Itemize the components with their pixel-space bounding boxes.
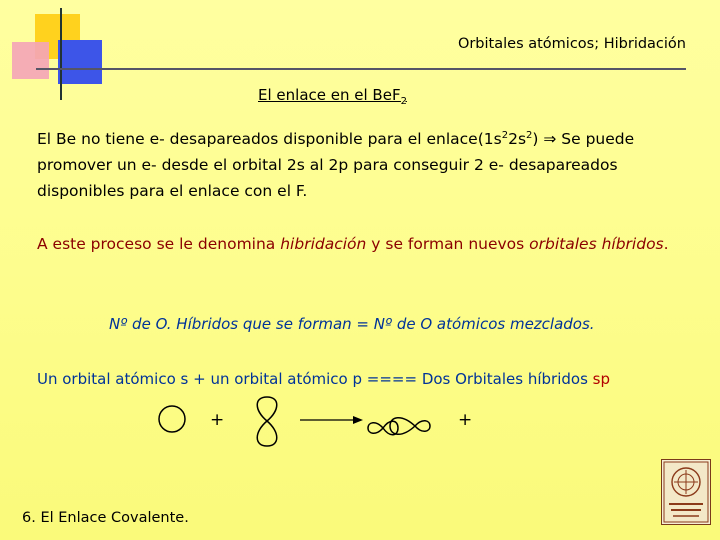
p2-part-e: .: [663, 235, 669, 253]
p2-part-c: y se forman nuevos: [366, 235, 530, 253]
university-logo-icon: [661, 459, 711, 525]
orbital-diagram: [150, 396, 490, 452]
p2-hibridacion: hibridación: [280, 235, 367, 253]
footer-chapter: 6. El Enlace Covalente.: [22, 510, 189, 526]
orbital-equation: [37, 370, 610, 388]
equation-text: Un orbital atómico s + un orbital atómico p ==== Dos Orbitales híbridos: [37, 370, 593, 388]
decor-pink-square: [12, 42, 49, 79]
subtitle-subscript: 2: [400, 96, 407, 107]
p1-part-a: El Be no tiene e- desapareados disponible para el enlace(1s: [37, 130, 502, 149]
hybrid-count-formula: Nº de O. Híbridos que se forman = Nº de O atómicos mezclados.: [109, 315, 595, 333]
sp-hybrid-orbital-icon-2: [350, 414, 400, 444]
p1-part-c: ) ⇒ Se puede promover un e- desde el orbital 2s al 2p para conseguir 2 e- desapareados disponibles para el enlace con el F.: [37, 130, 635, 201]
slide-title: Orbitales atómicos; Hibridación: [457, 36, 686, 52]
p2-orbitales-hibridos: orbitales híbridos: [529, 235, 664, 253]
p1-part-b: 2s: [508, 130, 527, 149]
equation-sp: sp: [592, 370, 610, 388]
p2-part-a: A este proceso se le denomina: [37, 235, 281, 253]
title-underline: [36, 68, 686, 70]
paragraph-hybridization: [37, 231, 677, 257]
plus-sign-2: +: [458, 410, 473, 430]
subtitle-text: El enlace en el BeF: [258, 86, 401, 104]
s-orbital-icon: [159, 406, 185, 432]
slide-subtitle: [258, 86, 407, 107]
paragraph-promotion: [37, 123, 697, 204]
decor-blue-square: [58, 40, 102, 84]
p-orbital-icon: [257, 397, 277, 446]
decor-vertical-line: [60, 8, 62, 100]
plus-sign-1: +: [210, 410, 225, 430]
p1-sup-1: 2: [501, 130, 509, 141]
p1-sup-2: 2: [526, 130, 533, 141]
